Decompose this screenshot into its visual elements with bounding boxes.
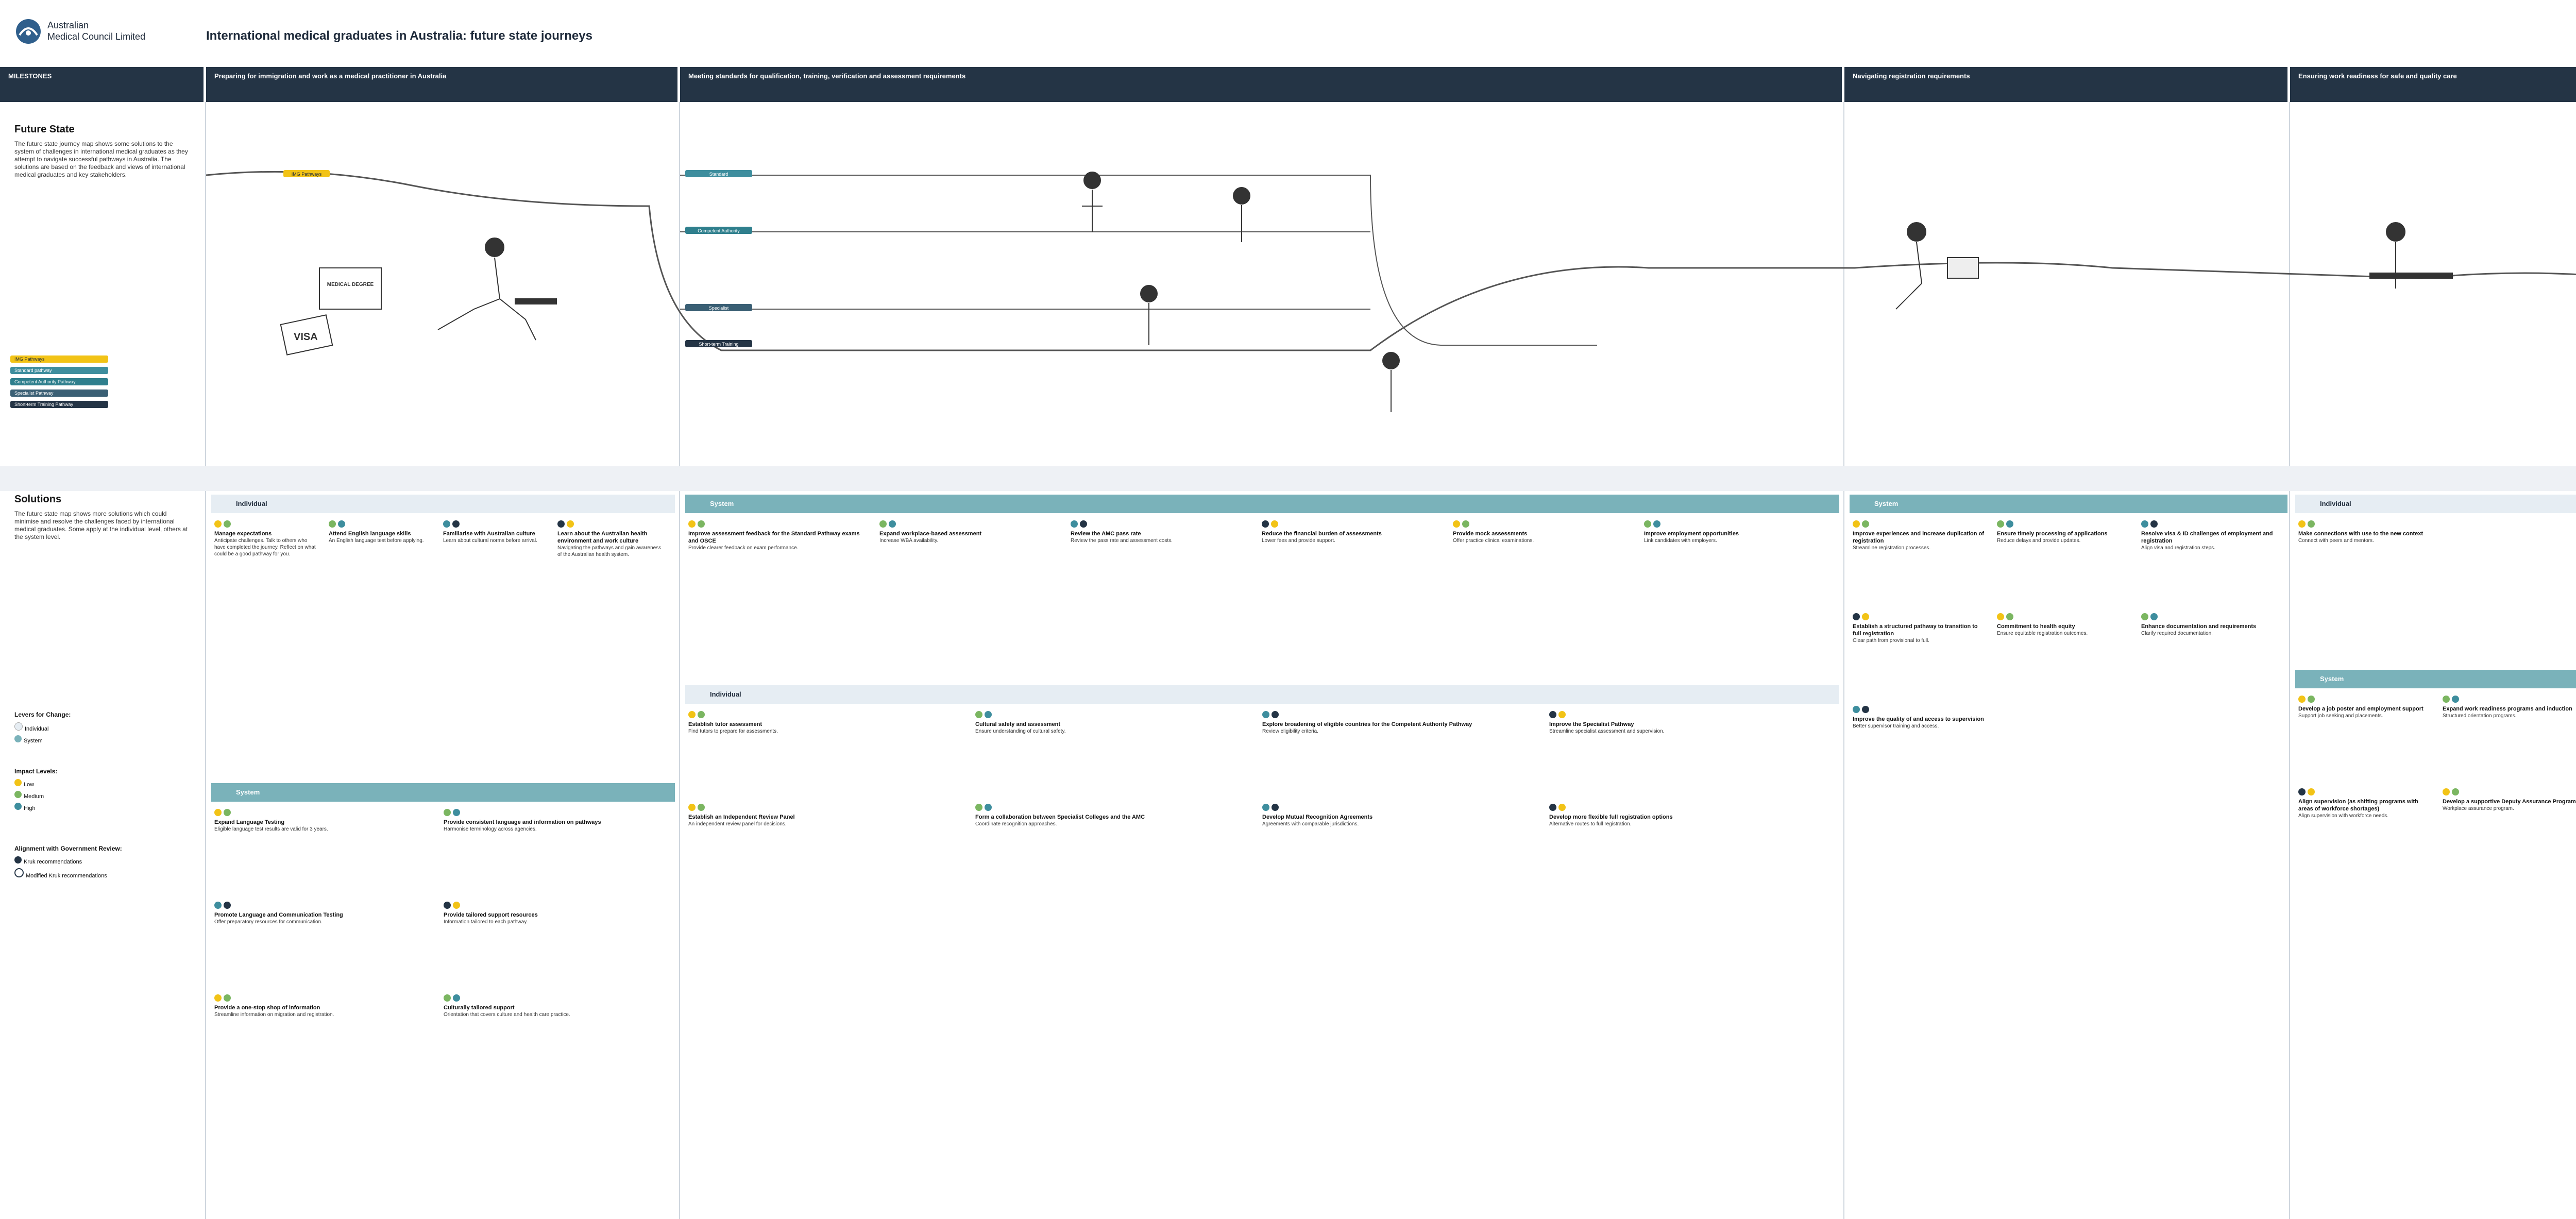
impact-dot-icon — [688, 804, 696, 811]
solution-card — [2141, 520, 2276, 551]
impact-dot-icon — [1997, 520, 2004, 528]
solution-title: Improve the Specialist Pathway — [1549, 721, 1634, 727]
solution-title: Commitment to health equity — [1997, 623, 2075, 630]
solution-title: Ensure timely processing of applications — [1997, 531, 2108, 537]
solution-card — [1853, 520, 1988, 551]
impact-dot-icon — [1862, 613, 1869, 620]
impact-dots — [444, 902, 664, 911]
solution-card — [2443, 788, 2576, 812]
solution-title: Provide consistent language and information on pathways — [444, 819, 601, 825]
solution-title: Develop a job poster and employment support — [2298, 706, 2424, 712]
impact-dot-icon — [985, 711, 992, 718]
impact-dot-icon — [1272, 804, 1279, 811]
solution-text: Coordinate recognition approaches. — [975, 821, 1057, 827]
impact-dot-icon — [1271, 520, 1278, 528]
solution-title: Establish an Independent Review Panel — [688, 814, 795, 820]
system-subheader: System — [685, 495, 1839, 513]
solution-title: Provide mock assessments — [1453, 531, 1528, 537]
impact-dots — [1644, 520, 1826, 530]
impact-dot-icon — [2298, 788, 2306, 795]
levers-title: Levers for Change: — [14, 711, 71, 718]
solution-title: Align supervision (as shifting programs with areas of workforce shortages) — [2298, 799, 2418, 812]
impact-dot-icon — [214, 902, 222, 909]
solution-title: Develop Mutual Recognition Agreements — [1262, 814, 1373, 820]
impact-dots — [688, 520, 870, 530]
solution-title: Form a collaboration between Specialist Colleges and the AMC — [975, 814, 1145, 820]
impact-dot-icon — [889, 520, 896, 528]
solution-text: Better supervisor training and access. — [1853, 723, 1939, 729]
impact-dots — [444, 994, 664, 1004]
impact-dot-icon — [1549, 804, 1556, 811]
solution-title: Expand Language Testing — [214, 819, 285, 825]
solution-card — [1997, 613, 2132, 637]
impact-dot-icon — [444, 809, 451, 816]
solution-title: Culturally tailored support — [444, 1005, 515, 1011]
impact-dots — [214, 520, 319, 530]
impact-dot-icon — [1272, 711, 1279, 718]
impact-dot-icon — [2150, 613, 2158, 620]
impact-dot-icon — [1262, 711, 1269, 718]
solutions-description: The future state map shows more solutions which could minimise and resolve the challenges faced by international medical graduates. Some apply at the individual level, others at the system level. — [14, 510, 188, 540]
solution-text: Increase WBA availability. — [879, 538, 939, 544]
solution-card — [557, 520, 663, 558]
impact-dot-icon — [214, 994, 222, 1002]
solution-title: Improve assessment feedback for the Standard Pathway exams and OSCE — [688, 531, 860, 544]
column-header-3: Navigating registration requirements — [1844, 67, 2287, 102]
solution-text: Find tutors to prepare for assessments. — [688, 729, 778, 734]
solution-card — [1262, 520, 1444, 544]
solution-card — [329, 520, 434, 544]
solution-title: Establish a structured pathway to transition to full registration — [1853, 623, 1978, 637]
impact-dots — [1853, 613, 1988, 623]
impact-dot-icon — [557, 520, 565, 528]
impact-dots — [1071, 520, 1252, 530]
solution-card — [214, 994, 434, 1018]
impact-dots — [1997, 613, 2132, 623]
solution-title: Provide a one-stop shop of information — [214, 1005, 320, 1011]
solution-text: Offer preparatory resources for communication. — [214, 919, 323, 925]
future-state-description: The future state journey map shows some solutions to the system of challenges in international medical graduates as they attempt to navigate successful pathways in Australia. The solutions are based on the feedback and views of international medical graduates and key stakeholders. — [14, 140, 188, 178]
impact-dot-icon — [1853, 706, 1860, 713]
impact-dot-icon — [2443, 788, 2450, 795]
impact-dot-icon — [975, 804, 982, 811]
impact-dots — [557, 520, 663, 530]
impact-dot-icon — [2443, 696, 2450, 703]
solution-card — [444, 994, 664, 1018]
solution-title: Make connections with use to the new context — [2298, 531, 2424, 537]
solution-text: An English language test before applying. — [329, 538, 424, 544]
impact-dot-icon — [2452, 696, 2459, 703]
solution-text: Reduce delays and provide updates. — [1997, 538, 2081, 544]
solution-title: Cultural safety and assessment — [975, 721, 1061, 727]
impact-dot-icon — [329, 520, 336, 528]
impact-dot-icon — [443, 520, 450, 528]
impact-dot-icon — [1080, 520, 1087, 528]
solution-card — [1453, 520, 1635, 544]
impact-dot-icon — [567, 520, 574, 528]
impact-dot-icon — [224, 994, 231, 1002]
impact-dot-icon — [452, 520, 460, 528]
solution-card — [1853, 613, 1988, 644]
impact-dots — [1262, 804, 1540, 814]
impact-dot-icon — [2141, 520, 2148, 528]
solution-text: Structured orientation programs. — [2443, 713, 2517, 719]
solution-title: Enhance documentation and requirements — [2141, 623, 2257, 630]
impact-dot-icon — [1558, 711, 1566, 718]
solution-card — [2298, 696, 2433, 719]
impact-title: Impact Levels: — [14, 768, 58, 775]
impact-dots — [1262, 711, 1540, 721]
legend-specialist: Specialist Pathway — [10, 390, 108, 397]
impact-dot-icon — [879, 520, 887, 528]
solution-text: Streamline information on migration and registration. — [214, 1012, 334, 1018]
solution-card — [879, 520, 1061, 544]
impact-dots — [2443, 788, 2576, 798]
solution-card — [1644, 520, 1826, 544]
solution-card — [688, 804, 966, 827]
solution-text: An independent review panel for decisions. — [688, 821, 787, 827]
impact-dot-icon — [688, 711, 696, 718]
impact-dot-icon — [1558, 804, 1566, 811]
impact-dot-icon — [2141, 613, 2148, 620]
solution-text: Information tailored to each pathway. — [444, 919, 528, 925]
solution-card — [688, 711, 966, 735]
solution-title: Reduce the financial burden of assessments — [1262, 531, 1382, 537]
solution-text: Alternative routes to full registration. — [1549, 821, 1632, 827]
impact-dots — [2443, 696, 2576, 705]
impact-dot-icon — [1462, 520, 1469, 528]
solution-card — [1262, 804, 1540, 827]
impact-dots — [688, 711, 966, 721]
impact-dot-icon — [698, 711, 705, 718]
solution-text: Harmonise terminology across agencies. — [444, 826, 537, 832]
impact-dots — [1549, 711, 1827, 721]
impact-dot-icon — [2006, 520, 2013, 528]
impact-dot-icon — [338, 520, 345, 528]
impact-dot-icon — [224, 809, 231, 816]
impact-dot-icon — [698, 804, 705, 811]
impact-dots — [975, 804, 1253, 814]
impact-dot-icon — [1549, 711, 1556, 718]
solution-text: Learn about cultural norms before arrival. — [443, 538, 537, 544]
impact-dot-icon — [1997, 613, 2004, 620]
solution-text: Review the pass rate and assessment costs. — [1071, 538, 1173, 544]
impact-dot-icon — [1262, 804, 1269, 811]
impact-dot-icon — [1453, 520, 1460, 528]
column-header-4: Ensuring work readiness for safe and quality care — [2290, 67, 2576, 102]
impact-dots — [214, 809, 434, 819]
solutions-title: Solutions — [14, 494, 62, 505]
solution-title: Learn about the Australian health environment and work culture — [557, 531, 648, 544]
individual-subheader: Individual — [2295, 495, 2576, 513]
solution-card — [1997, 520, 2132, 544]
solution-title: Familiarise with Australian culture — [443, 531, 535, 537]
tag-img-pathways: IMG Pathways — [291, 172, 322, 177]
impact-dots — [1853, 706, 1988, 716]
impact-dot-icon — [453, 994, 460, 1002]
legend-short-term: Short-term Training Pathway — [10, 401, 108, 408]
impact-dots — [1853, 520, 1988, 530]
solution-card — [2443, 696, 2576, 719]
solution-card — [444, 902, 664, 925]
impact-dots — [2141, 520, 2276, 530]
solution-card — [1262, 711, 1540, 735]
solution-title: Provide tailored support resources — [444, 912, 538, 918]
solution-card — [214, 809, 434, 833]
impact-dots — [1262, 520, 1444, 530]
solution-card — [975, 804, 1253, 827]
impact-dots — [1997, 520, 2132, 530]
tag-specialist: Specialist — [708, 306, 729, 311]
solution-card — [444, 809, 664, 833]
impact-dot-icon — [444, 994, 451, 1002]
impact-dots — [2141, 613, 2276, 623]
solution-text: Align supervision with workforce needs. — [2298, 813, 2389, 819]
impact-dots — [443, 520, 548, 530]
solution-card — [1853, 706, 1988, 730]
solution-text: Link candidates with employers. — [1644, 538, 1717, 544]
org-name: Australian Medical Council Limited — [47, 20, 146, 42]
solution-title: Promote Language and Communication Testing — [214, 912, 343, 918]
legend-competent-authority: Competent Authority Pathway — [10, 378, 108, 385]
impact-dot-icon — [2452, 788, 2459, 795]
impact-dots — [2298, 520, 2505, 530]
solution-card — [1071, 520, 1252, 544]
impact-dot-icon — [2298, 520, 2306, 528]
impact-dot-icon — [2308, 696, 2315, 703]
solution-title: Expand workplace-based assessment — [879, 531, 982, 537]
solution-title: Establish tutor assessment — [688, 721, 762, 727]
solution-card — [443, 520, 548, 544]
solution-text: Orientation that covers culture and health care practice. — [444, 1012, 570, 1018]
solution-title: Develop more flexible full registration options — [1549, 814, 1673, 820]
solution-card — [2141, 613, 2276, 637]
solution-card — [2298, 520, 2505, 544]
svg-text:VISA: VISA — [294, 331, 318, 343]
impact-dot-icon — [2308, 788, 2315, 795]
impact-legend: Low Medium High — [14, 779, 44, 811]
solution-title: Expand work readiness programs and induction — [2443, 706, 2572, 712]
impact-dots — [214, 994, 434, 1004]
legend-standard-pathway: Standard pathway — [10, 367, 108, 374]
page-title: International medical graduates in Australia: future state journeys — [206, 29, 592, 43]
milestones-header: MILESTONES — [0, 67, 204, 102]
svg-text:MEDICAL DEGREE: MEDICAL DEGREE — [327, 282, 374, 287]
solution-title: Manage expectations — [214, 531, 272, 537]
impact-dot-icon — [1862, 706, 1869, 713]
solution-text: Provide clearer feedback on exam performance. — [688, 545, 799, 551]
solution-title: Review the AMC pass rate — [1071, 531, 1141, 537]
solution-card — [214, 902, 434, 925]
impact-dot-icon — [1862, 520, 1869, 528]
impact-dots — [1453, 520, 1635, 530]
solution-title: Improve employment opportunities — [1644, 531, 1739, 537]
solution-card — [2298, 788, 2433, 819]
impact-dots — [879, 520, 1061, 530]
solution-text: Align visa and registration steps. — [2141, 545, 2215, 551]
impact-dot-icon — [2006, 613, 2013, 620]
solution-title: Attend English language skills — [329, 531, 411, 537]
impact-dot-icon — [2150, 520, 2158, 528]
impact-dot-icon — [453, 902, 460, 909]
impact-dots — [2298, 696, 2433, 705]
solution-title: Explore broadening of eligible countries for the Competent Authority Pathway — [1262, 721, 1472, 727]
column-header-2: Meeting standards for qualification, training, verification and assessment requirements — [680, 67, 1842, 102]
alignment-legend: Kruk recommendations Modified Kruk recommendations — [14, 856, 107, 879]
solution-card — [214, 520, 319, 557]
alignment-title: Alignment with Government Review: — [14, 845, 122, 852]
solution-text: Navigating the pathways and gain awareness of the Australian health system. — [557, 545, 662, 557]
impact-dot-icon — [688, 520, 696, 528]
impact-dot-icon — [1262, 520, 1269, 528]
solution-title: Resolve visa & ID challenges of employment and registration — [2141, 531, 2273, 544]
future-state-title: Future State — [14, 124, 75, 135]
impact-dot-icon — [698, 520, 705, 528]
impact-dot-icon — [1653, 520, 1660, 528]
system-subheader: System — [2295, 670, 2576, 688]
impact-dots — [214, 902, 434, 911]
impact-dot-icon — [224, 902, 231, 909]
solution-title: Develop a supportive Deputy Assurance Program — [2443, 799, 2576, 805]
system-subheader: System — [1850, 495, 2287, 513]
solution-text: Eligible language test results are valid for 3 years. — [214, 826, 328, 832]
solution-card — [975, 711, 1253, 735]
impact-dots — [2298, 788, 2433, 798]
impact-dot-icon — [214, 809, 222, 816]
impact-dots — [1549, 804, 1827, 814]
solution-text: Ensure equitable registration outcomes. — [1997, 631, 2088, 636]
impact-dots — [688, 804, 966, 814]
impact-dot-icon — [985, 804, 992, 811]
solution-text: Support job seeking and placements. — [2298, 713, 2383, 719]
impact-dot-icon — [1071, 520, 1078, 528]
solution-text: Ensure understanding of cultural safety. — [975, 729, 1066, 734]
tag-standard: Standard — [709, 172, 728, 177]
solution-text: Streamline registration processes. — [1853, 545, 1931, 551]
impact-dot-icon — [224, 520, 231, 528]
solution-card — [1549, 711, 1827, 735]
solution-text: Streamline specialist assessment and supervision. — [1549, 729, 1665, 734]
impact-dot-icon — [975, 711, 982, 718]
impact-dot-icon — [2298, 696, 2306, 703]
solution-text: Review eligibility criteria. — [1262, 729, 1318, 734]
impact-dot-icon — [1853, 613, 1860, 620]
solution-title: Improve experiences and increase duplication of registration — [1853, 531, 1984, 544]
impact-dots — [975, 711, 1253, 721]
levers-legend: Individual System — [14, 722, 48, 744]
solution-title: Improve the quality of and access to supervision — [1853, 716, 1984, 722]
impact-dots — [444, 809, 664, 819]
solution-card — [688, 520, 870, 551]
individual-subheader: Individual — [211, 495, 675, 513]
impact-dot-icon — [453, 809, 460, 816]
impact-dot-icon — [2308, 520, 2315, 528]
impact-dot-icon — [1644, 520, 1651, 528]
impact-dot-icon — [1853, 520, 1860, 528]
solution-text: Workplace assurance program. — [2443, 806, 2514, 811]
solution-text: Anticipate challenges. Talk to others who have completed the journey. Reflect on what could be a good pathway for you. — [214, 538, 316, 557]
solution-text: Clarify required documentation. — [2141, 631, 2213, 636]
individual-subheader: Individual — [685, 685, 1839, 704]
solution-text: Connect with peers and mentors. — [2298, 538, 2374, 544]
solution-text: Offer practice clinical examinations. — [1453, 538, 1534, 544]
impact-dot-icon — [444, 902, 451, 909]
impact-dot-icon — [214, 520, 222, 528]
tag-short-term: Short-term Training — [699, 342, 739, 347]
solution-card — [1549, 804, 1827, 827]
solution-text: Agreements with comparable jurisdictions. — [1262, 821, 1359, 827]
impact-dots — [329, 520, 434, 530]
system-subheader: System — [211, 783, 675, 802]
tag-competent-authority: Competent Authority — [698, 228, 740, 233]
legend-img-pathways: IMG Pathways — [10, 355, 108, 363]
column-header-1: Preparing for immigration and work as a medical practitioner in Australia — [206, 67, 677, 102]
solution-text: Clear path from provisional to full. — [1853, 638, 1929, 644]
solution-text: Lower fees and provide support. — [1262, 538, 1335, 544]
